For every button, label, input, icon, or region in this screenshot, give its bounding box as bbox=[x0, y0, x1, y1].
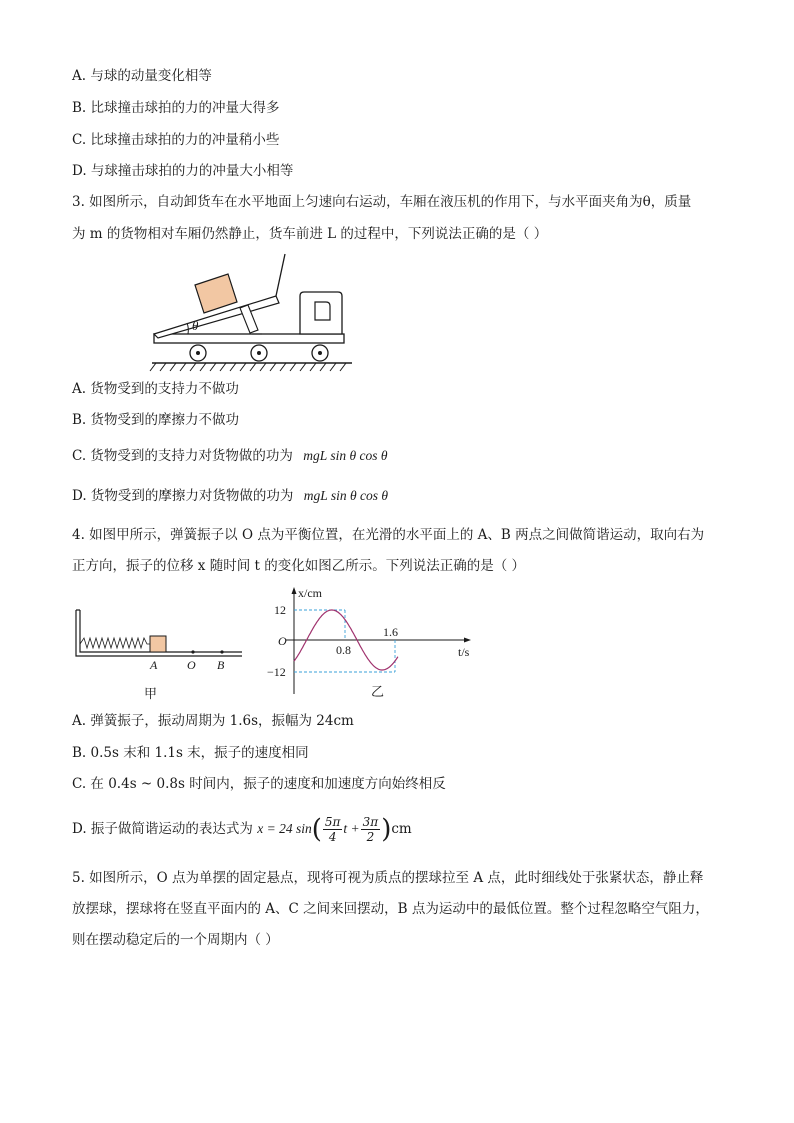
q3-option-d-formula: mgL sin θ cos θ bbox=[303, 488, 389, 503]
q4-option-d-unit: cm bbox=[391, 821, 412, 837]
q4-frac-2-den: 2 bbox=[366, 830, 375, 844]
q3-option-a: A. 货物受到的支持力不做功 bbox=[72, 381, 239, 397]
q4-caption-jia: 甲 bbox=[144, 686, 158, 701]
q3-stem-line1: 3. 如图所示，自动卸货车在水平地面上匀速向右运动，车厢在液压机的作用下，与水平面夹角为θ，质量 bbox=[72, 194, 692, 210]
q4-tick-neg12: −12 bbox=[267, 665, 286, 679]
q4-tick-16: 1.6 bbox=[383, 625, 398, 639]
q4-ylabel: x/cm bbox=[298, 586, 322, 600]
q4-xlabel: t/s bbox=[458, 645, 470, 659]
q3-option-c-formula: mgL sin θ cos θ bbox=[303, 448, 388, 463]
q5-stem-line2: 放摆球，摆球将在竖直平面内的 A、C 之间来回摆动，B 点为运动中的最低位置。整个过程忽略空气阻力， bbox=[72, 901, 709, 917]
q4-stem-line2: 正方向，振子的位移 x 随时间 t 的变化如图乙所示。下列说法正确的是（ ） bbox=[72, 558, 525, 574]
q4-option-a: A. 弹簧振子，振动周期为 1.6s，振幅为 24cm bbox=[72, 713, 354, 729]
q4-option-c: C. 在 0.4s ~ 0.8s 时间内，振子的速度和加速度方向始终相反 bbox=[72, 776, 446, 792]
q4-frac-1-num: 5π bbox=[324, 815, 341, 829]
q3-truck-figure bbox=[148, 250, 358, 374]
q4-option-b: B. 0.5s 末和 1.1s 末，振子的速度相同 bbox=[72, 745, 309, 761]
q3-option-c bbox=[72, 446, 388, 466]
q4-tick-12: 12 bbox=[274, 603, 286, 617]
q4-frac-1 bbox=[323, 815, 343, 844]
q2-option-b: B. 比球撞击球拍的力的冲量大得多 bbox=[72, 100, 280, 116]
q4-label-a: A bbox=[150, 658, 158, 672]
q4-origin-label: O bbox=[278, 634, 287, 648]
q3-option-c-text: C. 货物受到的支持力对货物做的功为 bbox=[72, 448, 293, 464]
q2-option-a: A. 与球的动量变化相等 bbox=[72, 68, 212, 84]
q4-spring-figure bbox=[70, 604, 250, 704]
q5-stem-line3: 则在摆动稳定后的一个周期内（ ） bbox=[72, 932, 279, 948]
q4-frac-2-num: 3π bbox=[362, 815, 379, 829]
q2-option-c: C. 比球撞击球拍的力的冲量稍小些 bbox=[72, 132, 280, 148]
q4-tick-08: 0.8 bbox=[336, 643, 351, 657]
q3-option-b: B. 货物受到的摩擦力不做功 bbox=[72, 412, 240, 428]
q4-caption-yi: 乙 bbox=[371, 684, 385, 699]
q4-paren-open: ( bbox=[311, 814, 322, 845]
q3-option-d bbox=[72, 486, 388, 506]
q4-frac-2 bbox=[361, 815, 381, 844]
q4-stem-line1: 4. 如图甲所示，弹簧振子以 O 点为平衡位置，在光滑的水平面上的 A、B 两点之间做简谐运动，取向右为 bbox=[72, 527, 705, 543]
q4-option-d-text: D. 振子做简谐运动的表达式为 bbox=[72, 821, 253, 837]
q4-paren-close: ) bbox=[381, 814, 392, 845]
q3-stem-line2: 为 m 的货物相对车厢仍然静止，货车前进 L 的过程中，下列说法正确的是（ ） bbox=[72, 226, 548, 242]
q3-angle-label: θ bbox=[192, 318, 199, 333]
q4-label-o: O bbox=[187, 658, 196, 672]
q3-option-d-text: D. 货物受到的摩擦力对货物做的功为 bbox=[72, 488, 294, 504]
q4-xt-graph bbox=[262, 584, 482, 704]
q4-frac-1-den: 4 bbox=[328, 830, 337, 844]
q2-option-d: D. 与球撞击球拍的力的冲量大小相等 bbox=[72, 163, 294, 179]
q5-stem-line1: 5. 如图所示，O 点为单摆的固定悬点，现将可视为质点的摆球拉至 A 点，此时细线处于张紧状态，静止释 bbox=[72, 870, 704, 886]
q4-option-d-lhs: x = 24 sin bbox=[257, 821, 312, 836]
q4-label-b: B bbox=[217, 658, 225, 672]
q4-option-d bbox=[72, 812, 412, 847]
q4-option-d-t: t + bbox=[343, 821, 360, 836]
